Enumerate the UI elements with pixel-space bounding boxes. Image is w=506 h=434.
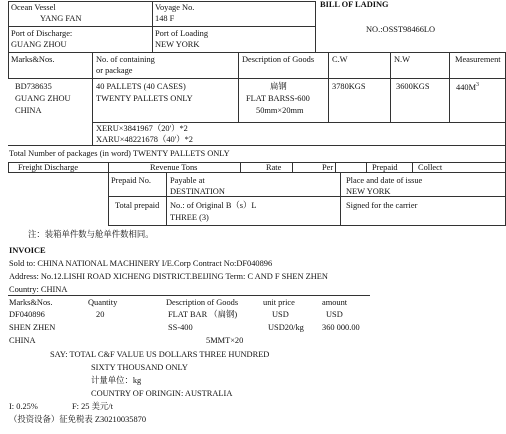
package-line2: TWENTY PALLETS ONLY: [96, 94, 193, 103]
original-bl-value: THREE (3): [170, 213, 209, 222]
discharge-value: GUANG ZHOU: [11, 40, 67, 49]
package-line1: 40 PALLETS (40 CASES): [96, 82, 186, 91]
rule: [152, 1, 153, 52]
rule: [92, 52, 93, 145]
loading-value: NEW YORK: [155, 40, 200, 49]
inv-r1-quantity: 20: [96, 310, 105, 319]
place-date-value: NEW YORK: [346, 187, 391, 196]
total-prepaid: Total prepaid: [115, 201, 160, 210]
col-marks: Marks&Nos.: [11, 55, 55, 64]
container-line2: XARU×48221678（40'）*2: [96, 135, 193, 144]
cw-value: 3780KGS: [332, 82, 366, 91]
rule: [8, 26, 315, 27]
col-nw: N.W: [394, 55, 411, 64]
tax-code: （投资设备）征免税表 Z30210035870: [9, 415, 147, 424]
rule: [390, 52, 391, 122]
say-line1: SAY: TOTAL C&F VALUE US DOLLARS THREE HUNDRED: [50, 350, 270, 359]
divider: [8, 295, 370, 296]
bl-number: NO.:OSST98466LO: [366, 25, 436, 34]
note: 注：装箱单件数与舱单件数相同。: [28, 230, 154, 239]
inv-col-unit-price: unit price: [263, 298, 295, 307]
marks-line2: GUANG ZHOU: [15, 94, 71, 103]
inv-col-quantity: Quantity: [88, 298, 118, 307]
nw-value: 3600KGS: [396, 82, 430, 91]
rule: [240, 162, 241, 172]
col-cw: C.W: [332, 55, 348, 64]
country: Country: CHINA: [9, 285, 68, 294]
freight-discharge: Freight Discharge: [18, 163, 79, 172]
rule: [8, 1, 315, 2]
inv-r2-marks: SHEN ZHEN: [9, 323, 56, 332]
unit-note: 计量单位：kg: [91, 376, 142, 385]
rule: [8, 145, 505, 146]
discharge-label: Port of Discharge:: [11, 29, 73, 38]
rule: [108, 196, 505, 197]
payable-at-value: DESTINATION: [170, 187, 225, 196]
rule: [8, 52, 505, 53]
rule: [8, 1, 9, 78]
col-containing: No. of containing: [96, 55, 155, 64]
rule: [166, 172, 167, 226]
rule: [412, 162, 413, 172]
say-line2: SIXTY THOUSAND ONLY: [91, 363, 188, 372]
rule: [366, 162, 367, 172]
marks-line1: BD738635: [15, 82, 52, 91]
sold-to: Sold to: CHINA NATIONAL MACHINERY I/E.Corp Contract No:DF040896: [9, 259, 273, 268]
tax-i: I: 0.25%: [9, 402, 38, 411]
place-date-label: Place and date of issue: [346, 176, 423, 185]
inv-col-amount: amount: [322, 298, 348, 307]
rule: [335, 162, 336, 172]
rule: [108, 225, 505, 226]
rule: [8, 78, 505, 79]
inv-col-description: Description of Goods: [166, 298, 239, 307]
ocean-vessel-value: YANG FAN: [40, 14, 82, 23]
desc-line1: 扁钢: [270, 82, 287, 91]
collect: Collect: [418, 163, 443, 172]
prepaid-no: Prepaid No.: [111, 176, 152, 185]
rule: [328, 52, 329, 122]
inv-r2-description: SS-400: [168, 323, 193, 332]
address: Address: No.12.LISHI ROAD XICHENG DISTRICT.BEIJING Term: C AND F SHEN ZHEN: [9, 272, 328, 281]
rule: [449, 52, 450, 122]
inv-r1-marks: DF040896: [9, 310, 45, 319]
country-origin: COUNTRY OF ORINGIN: AUSTRALIA: [91, 389, 233, 398]
voyage-label: Voyage No.: [155, 3, 195, 12]
col-package: or package: [96, 66, 133, 75]
revenue-tons: Revenue Tons: [150, 163, 198, 172]
inv-r2-unit: USD20/kg: [268, 323, 304, 332]
inv-r1-unit: USD: [272, 310, 289, 319]
desc-line3: 50mm×20mm: [256, 106, 304, 115]
invoice-title: INVOICE: [9, 246, 46, 255]
rule: [8, 162, 9, 172]
container-line1: XERU×3841967（20'）*2: [96, 124, 188, 133]
total-packages: Total Number of packages (in word) TWENTY PALLETS ONLY: [9, 149, 230, 158]
inv-r3-description: 5MMT×20: [206, 336, 244, 345]
rule: [92, 122, 505, 123]
signed-carrier: Signed for the carrier: [346, 201, 418, 210]
original-bl-label: No.: of Original B（s）L: [170, 201, 257, 210]
ocean-vessel-label: Ocean Vessel: [11, 3, 56, 12]
marks-line3: CHINA: [15, 106, 42, 115]
rule: [238, 52, 239, 122]
rate: Rate: [266, 163, 282, 172]
col-description: Description of Goods: [242, 55, 315, 64]
payable-at-label: Payable at: [170, 176, 205, 185]
bl-title: BILL OF LADING: [320, 0, 389, 9]
tax-f: F: 25 美元/t: [72, 402, 113, 411]
col-measurement: Measurement: [455, 55, 501, 64]
rule: [315, 1, 316, 52]
desc-line2: FLAT BARSS-600: [246, 94, 310, 103]
voyage-value: 148 F: [155, 14, 175, 23]
rule: [292, 162, 293, 172]
rule: [108, 162, 109, 226]
inv-r2-amount: 360 000.00: [322, 323, 360, 332]
inv-col-marks: Marks&Nos.: [9, 298, 53, 307]
inv-r3-marks: CHINA: [9, 336, 36, 345]
loading-label: Port of Loading: [155, 29, 209, 38]
prepaid: Prepaid: [372, 163, 398, 172]
per: Per: [322, 163, 334, 172]
inv-r1-amount: USD: [326, 310, 343, 319]
measurement-value: $440M^3$: [456, 82, 480, 92]
inv-r1-description: FLAT BAR （扁钢): [168, 310, 238, 319]
rule: [340, 172, 341, 226]
